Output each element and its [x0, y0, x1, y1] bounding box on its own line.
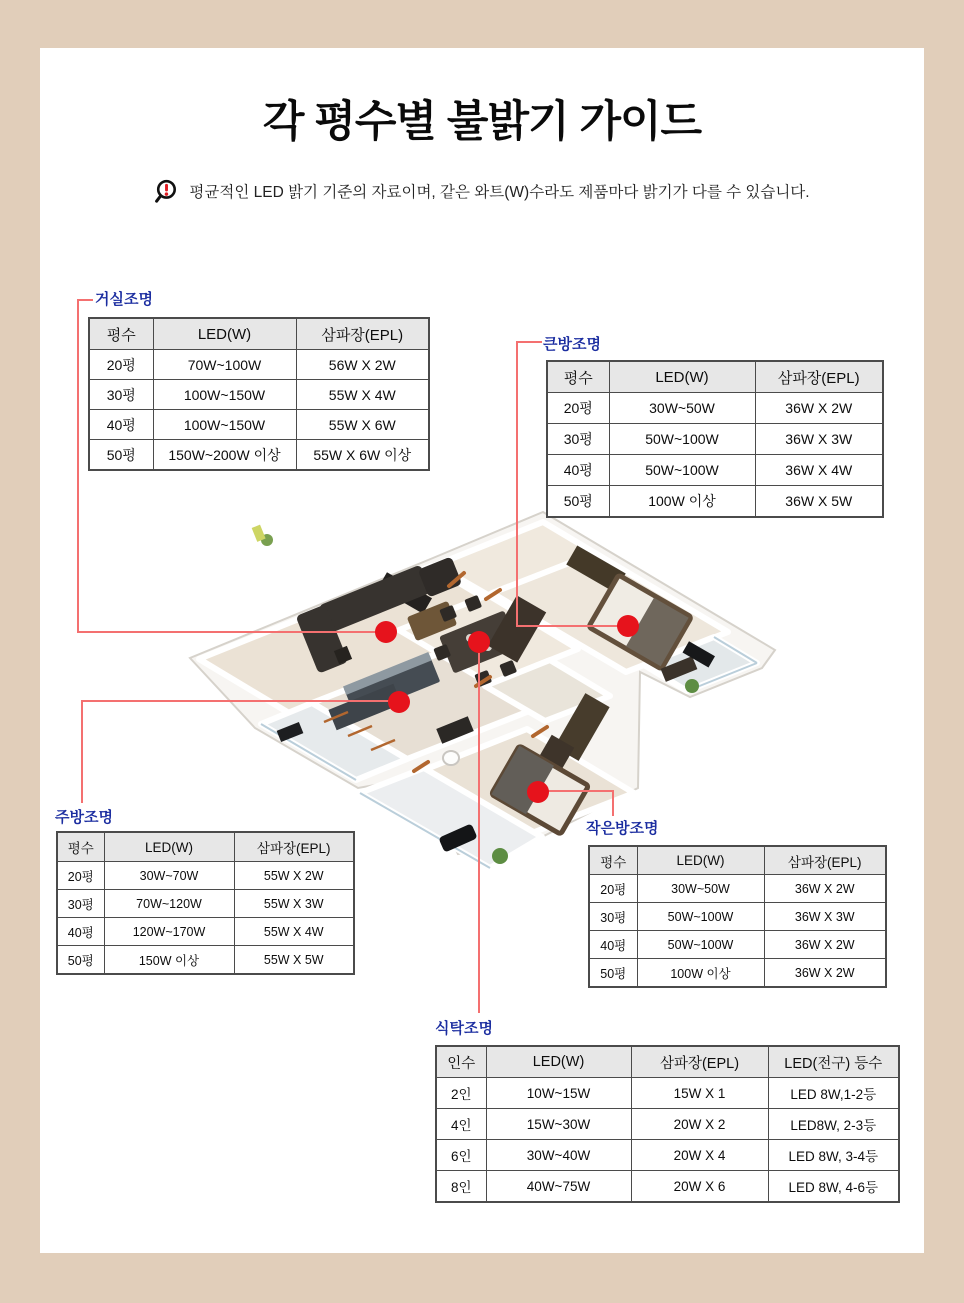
table-cell: 50평 — [89, 440, 153, 471]
smallroom-connector-hline — [548, 790, 614, 792]
table-cell: 36W X 2W — [764, 959, 886, 988]
table-cell: 40평 — [89, 410, 153, 440]
table-cell: 100W~150W — [153, 380, 296, 410]
table-row — [547, 486, 883, 518]
table-cell: 50W~100W — [637, 903, 764, 931]
dining-table-label: 식탁조명 — [435, 1020, 493, 1037]
table-cell: 20평 — [547, 393, 609, 424]
table-cell: 40평 — [589, 931, 637, 959]
table-cell: LED 8W, 4-6등 — [768, 1171, 899, 1203]
table-row — [89, 380, 429, 410]
big-room-table — [546, 360, 884, 518]
table-cell: 30W~40W — [486, 1140, 631, 1171]
table-cell: 50W~100W — [637, 931, 764, 959]
table-cell: 36W X 4W — [755, 455, 883, 486]
notice-row — [40, 178, 924, 204]
table-cell: 40W~75W — [486, 1171, 631, 1203]
table-row — [57, 946, 354, 975]
table-cell: 36W X 2W — [764, 875, 886, 903]
bigroom-connector-hline — [516, 625, 630, 627]
kitchen-table — [56, 831, 355, 975]
table-cell: 40평 — [547, 455, 609, 486]
table-cell: 120W~170W — [104, 918, 234, 946]
table-cell: 36W X 3W — [755, 424, 883, 455]
small-room-marker-dot — [527, 781, 549, 803]
bigroom-table-label: 큰방조명 — [543, 336, 601, 353]
column-header: 평수 — [57, 832, 104, 862]
table-row — [436, 1078, 899, 1109]
table-cell: 55W X 4W — [296, 380, 429, 410]
kitchen-table-label: 주방조명 — [55, 809, 113, 826]
column-header: LED(W) — [486, 1046, 631, 1078]
table-row — [89, 350, 429, 380]
table-cell: 20W X 6 — [631, 1171, 768, 1203]
table-cell: 30W~70W — [104, 862, 234, 890]
table-cell: 70W~120W — [104, 890, 234, 918]
table-cell: 30W~50W — [637, 875, 764, 903]
table-cell: 50평 — [547, 486, 609, 518]
table-row — [547, 455, 883, 486]
table-cell: 20평 — [57, 862, 104, 890]
table-cell: 20W X 2 — [631, 1109, 768, 1140]
table-cell: 70W~100W — [153, 350, 296, 380]
table-cell: 36W X 3W — [764, 903, 886, 931]
table-cell: 50평 — [57, 946, 104, 975]
table-cell: LED 8W, 3-4등 — [768, 1140, 899, 1171]
table-row — [589, 875, 886, 903]
table-cell: 100W 이상 — [609, 486, 755, 518]
table-cell: 100W 이상 — [637, 959, 764, 988]
table-row — [436, 1109, 899, 1140]
table-row — [436, 1171, 899, 1203]
table-cell: 8인 — [436, 1171, 486, 1203]
table-cell: 36W X 2W — [764, 931, 886, 959]
table-row — [547, 393, 883, 424]
table-cell: 20W X 4 — [631, 1140, 768, 1171]
table-cell: 30평 — [89, 380, 153, 410]
dining-marker-dot — [468, 631, 490, 653]
column-header: 삼파장(EPL) — [296, 318, 429, 350]
table-cell: 40평 — [57, 918, 104, 946]
column-header: 삼파장(EPL) — [764, 846, 886, 875]
table-cell: 150W 이상 — [104, 946, 234, 975]
column-header: 인수 — [436, 1046, 486, 1078]
living-room-table — [88, 317, 430, 471]
table-cell: 30평 — [547, 424, 609, 455]
smallroom-table-label: 작은방조명 — [586, 820, 659, 837]
table-cell: LED 8W,1-2등 — [768, 1078, 899, 1109]
table-cell: 2인 — [436, 1078, 486, 1109]
table-row — [89, 410, 429, 440]
table-row — [89, 440, 429, 471]
table-cell: 56W X 2W — [296, 350, 429, 380]
column-header: LED(W) — [153, 318, 296, 350]
living-table-label: 거실조명 — [95, 291, 153, 308]
magnifier-warning-icon — [154, 178, 180, 204]
table-cell: 20평 — [589, 875, 637, 903]
smallroom-connector-vline — [612, 790, 614, 816]
table-cell: 15W~30W — [486, 1109, 631, 1140]
column-header: LED(W) — [637, 846, 764, 875]
table-row — [436, 1140, 899, 1171]
table-cell: LED8W, 2-3등 — [768, 1109, 899, 1140]
kitchen-connector-vline — [81, 700, 83, 803]
table-cell: 30W~50W — [609, 393, 755, 424]
table-cell: 55W X 2W — [234, 862, 354, 890]
big-room-marker-dot — [617, 615, 639, 637]
table-cell: 15W X 1 — [631, 1078, 768, 1109]
bigroom-connector-vline — [516, 341, 518, 627]
table-cell: 55W X 6W 이상 — [296, 440, 429, 471]
table-row — [589, 959, 886, 988]
small-room-table — [588, 845, 887, 988]
bigroom-connector-label-line — [516, 341, 542, 343]
table-cell: 6인 — [436, 1140, 486, 1171]
table-cell: 55W X 3W — [234, 890, 354, 918]
column-header: LED(전구) 등수 — [768, 1046, 899, 1078]
table-row — [547, 424, 883, 455]
living-connector-vline — [77, 299, 79, 633]
table-cell: 20평 — [89, 350, 153, 380]
table-row — [589, 903, 886, 931]
table-cell: 36W X 5W — [755, 486, 883, 518]
dining-connector-vline — [478, 641, 480, 1013]
table-row — [57, 890, 354, 918]
column-header: 삼파장(EPL) — [631, 1046, 768, 1078]
table-cell: 55W X 5W — [234, 946, 354, 975]
column-header: LED(W) — [104, 832, 234, 862]
table-cell: 55W X 6W — [296, 410, 429, 440]
living-connector-hline — [77, 631, 388, 633]
table-cell: 100W~150W — [153, 410, 296, 440]
table-cell: 50평 — [589, 959, 637, 988]
table-cell: 36W X 2W — [755, 393, 883, 424]
column-header: 삼파장(EPL) — [234, 832, 354, 862]
kitchen-marker-dot — [388, 691, 410, 713]
column-header: 평수 — [89, 318, 153, 350]
table-cell: 10W~15W — [486, 1078, 631, 1109]
table-row — [589, 931, 886, 959]
dining-table — [435, 1045, 900, 1203]
table-row — [57, 862, 354, 890]
notice-text: 평균적인 LED 밝기 기준의 자료이며, 같은 와트(W)수라도 제품마다 밝기가 다를 수 있습니다. — [189, 184, 810, 201]
table-cell: 30평 — [589, 903, 637, 931]
kitchen-connector-hline — [81, 700, 401, 702]
living-connector-label-line — [77, 299, 93, 301]
table-row — [57, 918, 354, 946]
table-cell: 50W~100W — [609, 424, 755, 455]
table-cell: 30평 — [57, 890, 104, 918]
column-header: 평수 — [589, 846, 637, 875]
column-header: 삼파장(EPL) — [755, 361, 883, 393]
living-room-marker-dot — [375, 621, 397, 643]
column-header: 평수 — [547, 361, 609, 393]
table-cell: 55W X 4W — [234, 918, 354, 946]
table-cell: 4인 — [436, 1109, 486, 1140]
table-cell: 150W~200W 이상 — [153, 440, 296, 471]
table-cell: 50W~100W — [609, 455, 755, 486]
column-header: LED(W) — [609, 361, 755, 393]
page-title: 각 평수별 불밝기 가이드 — [262, 98, 702, 146]
